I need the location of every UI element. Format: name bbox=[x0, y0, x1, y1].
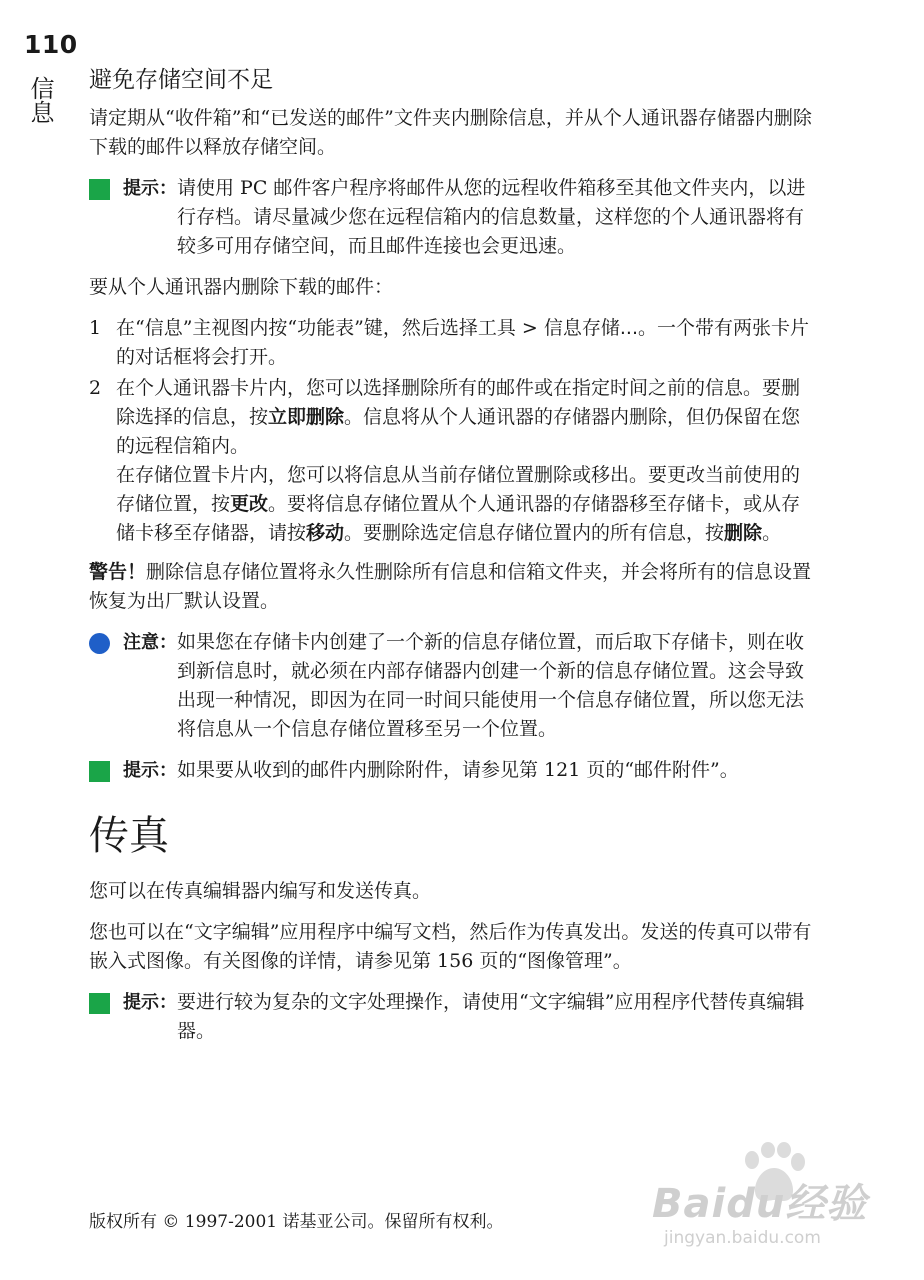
step-item bbox=[89, 374, 815, 548]
tip-square-icon bbox=[89, 761, 110, 782]
note-circle-icon bbox=[89, 633, 110, 654]
storage-intro: 请定期从“收件箱”和“已发送的邮件”文件夹内删除信息，并从个人通讯器存储器内删除下载的邮件以释放存储空间。 bbox=[89, 107, 812, 158]
step-text: 卡片内，您可以选择删除所有的邮件或在指定时间之前的信息。要删除选择的信息，按 bbox=[116, 377, 801, 428]
note-block bbox=[89, 628, 815, 744]
step-text: 在“信息”主视图内按“功能表”键，然后选择 bbox=[116, 317, 478, 339]
page-content bbox=[89, 64, 815, 1058]
tip-block bbox=[89, 174, 815, 261]
step-text: 。 bbox=[762, 522, 782, 544]
step-text: 卡片内，您可以将信息从当前存储位置删除或移出。要更改当前使用的存储位置，按 bbox=[116, 464, 801, 515]
tip-square-icon bbox=[89, 179, 110, 200]
tip-text: 如果要从收到的邮件内删除附件，请参见第 121 页的“邮件附件”。 bbox=[177, 759, 739, 781]
step-number: 1 bbox=[89, 317, 102, 339]
chapter-side-label: 信息 bbox=[26, 76, 54, 124]
tip-label: 提示： bbox=[123, 178, 177, 199]
tip-text: 要进行较为复杂的文字处理操作，请使用“文字编辑”应用程序代替传真编辑器。 bbox=[177, 991, 805, 1042]
card-name: 个人通讯器 bbox=[135, 377, 231, 399]
command-name: 立即删除 bbox=[268, 406, 345, 428]
step-number: 2 bbox=[89, 377, 102, 399]
step-text: 在 bbox=[116, 464, 136, 486]
tip-block bbox=[89, 756, 815, 785]
copyright-footer: 版权所有 © 1997-2001 诺基亚公司。保留所有权利。 bbox=[89, 1212, 504, 1232]
watermark-domain: jingyan.baidu.com bbox=[664, 1228, 821, 1248]
warning-text: 删除信息存储位置将永久性删除所有信息和信箱文件夹，并会将所有的信息设置恢复为出厂默认设置。 bbox=[89, 561, 812, 612]
watermark-brand: Baidu经验 bbox=[652, 1181, 868, 1227]
fax-paragraph: 您也可以在“文字编辑”应用程序中编写文档，然后作为传真发出。发送的传真可以带有嵌入式图像。有关图像的详情，请参见第 156 页的“图像管理”。 bbox=[89, 921, 812, 972]
step-item bbox=[89, 314, 815, 372]
card-name: 存储位置 bbox=[135, 464, 212, 486]
delete-lead: 要从个人通讯器内删除下载的邮件： bbox=[89, 276, 394, 298]
tip-square-icon bbox=[89, 993, 110, 1014]
warning-label: 警告！ bbox=[89, 561, 147, 583]
steps-list bbox=[89, 314, 815, 548]
note-text: 如果您在存储卡内创建了一个新的信息存储位置，而后取下存储卡，则在收到新信息时，就必须在内部存储器内创建一个新的信息存储位置。这会导致出现一种情况，即因为在同一时间只能使用一个信息存储位置，所以您无法将信息从一个信息存储位置移至另一个位置。 bbox=[177, 631, 805, 740]
section-title-storage: 避免存储空间不足 bbox=[89, 67, 273, 93]
command-name: 删除 bbox=[724, 522, 763, 544]
step-text: 。要将信息存储位置从个人通讯器的存储器移至存储卡，或从存储卡移至存储器，请按 bbox=[116, 493, 801, 544]
section-title-fax: 传真 bbox=[89, 813, 169, 859]
step-text: 在 bbox=[116, 377, 136, 399]
warning-paragraph bbox=[89, 558, 815, 616]
step-text: 。要删除选定信息存储位置内的所有信息，按 bbox=[344, 522, 725, 544]
note-label: 注意： bbox=[123, 632, 177, 653]
baidu-watermark bbox=[652, 1142, 914, 1266]
step-text: 。信息将从个人通讯器的存储器内删除，但仍保留在您的远程信箱内。 bbox=[116, 406, 801, 457]
tip-block bbox=[89, 988, 815, 1046]
command-name: 移动 bbox=[306, 522, 345, 544]
command-name: 更改 bbox=[230, 493, 269, 515]
menu-path: 工具 > 信息存储... bbox=[477, 317, 638, 339]
tip-text: 请使用 PC 邮件客户程序将邮件从您的远程收件箱移至其他文件夹内，以进行存档。请尽量减少您在远程信箱内的信息数量，这样您的个人通讯器将有较多可用存储空间，而且邮件连接也会更迅速。 bbox=[177, 177, 806, 257]
tip-label: 提示： bbox=[123, 992, 177, 1013]
fax-paragraph: 您可以在传真编辑器内编写和发送传真。 bbox=[89, 880, 432, 902]
step-text: 。一个带有两张卡片的对话框将会打开。 bbox=[116, 317, 809, 368]
tip-label: 提示： bbox=[123, 760, 177, 781]
page-number: 110 bbox=[24, 30, 78, 59]
